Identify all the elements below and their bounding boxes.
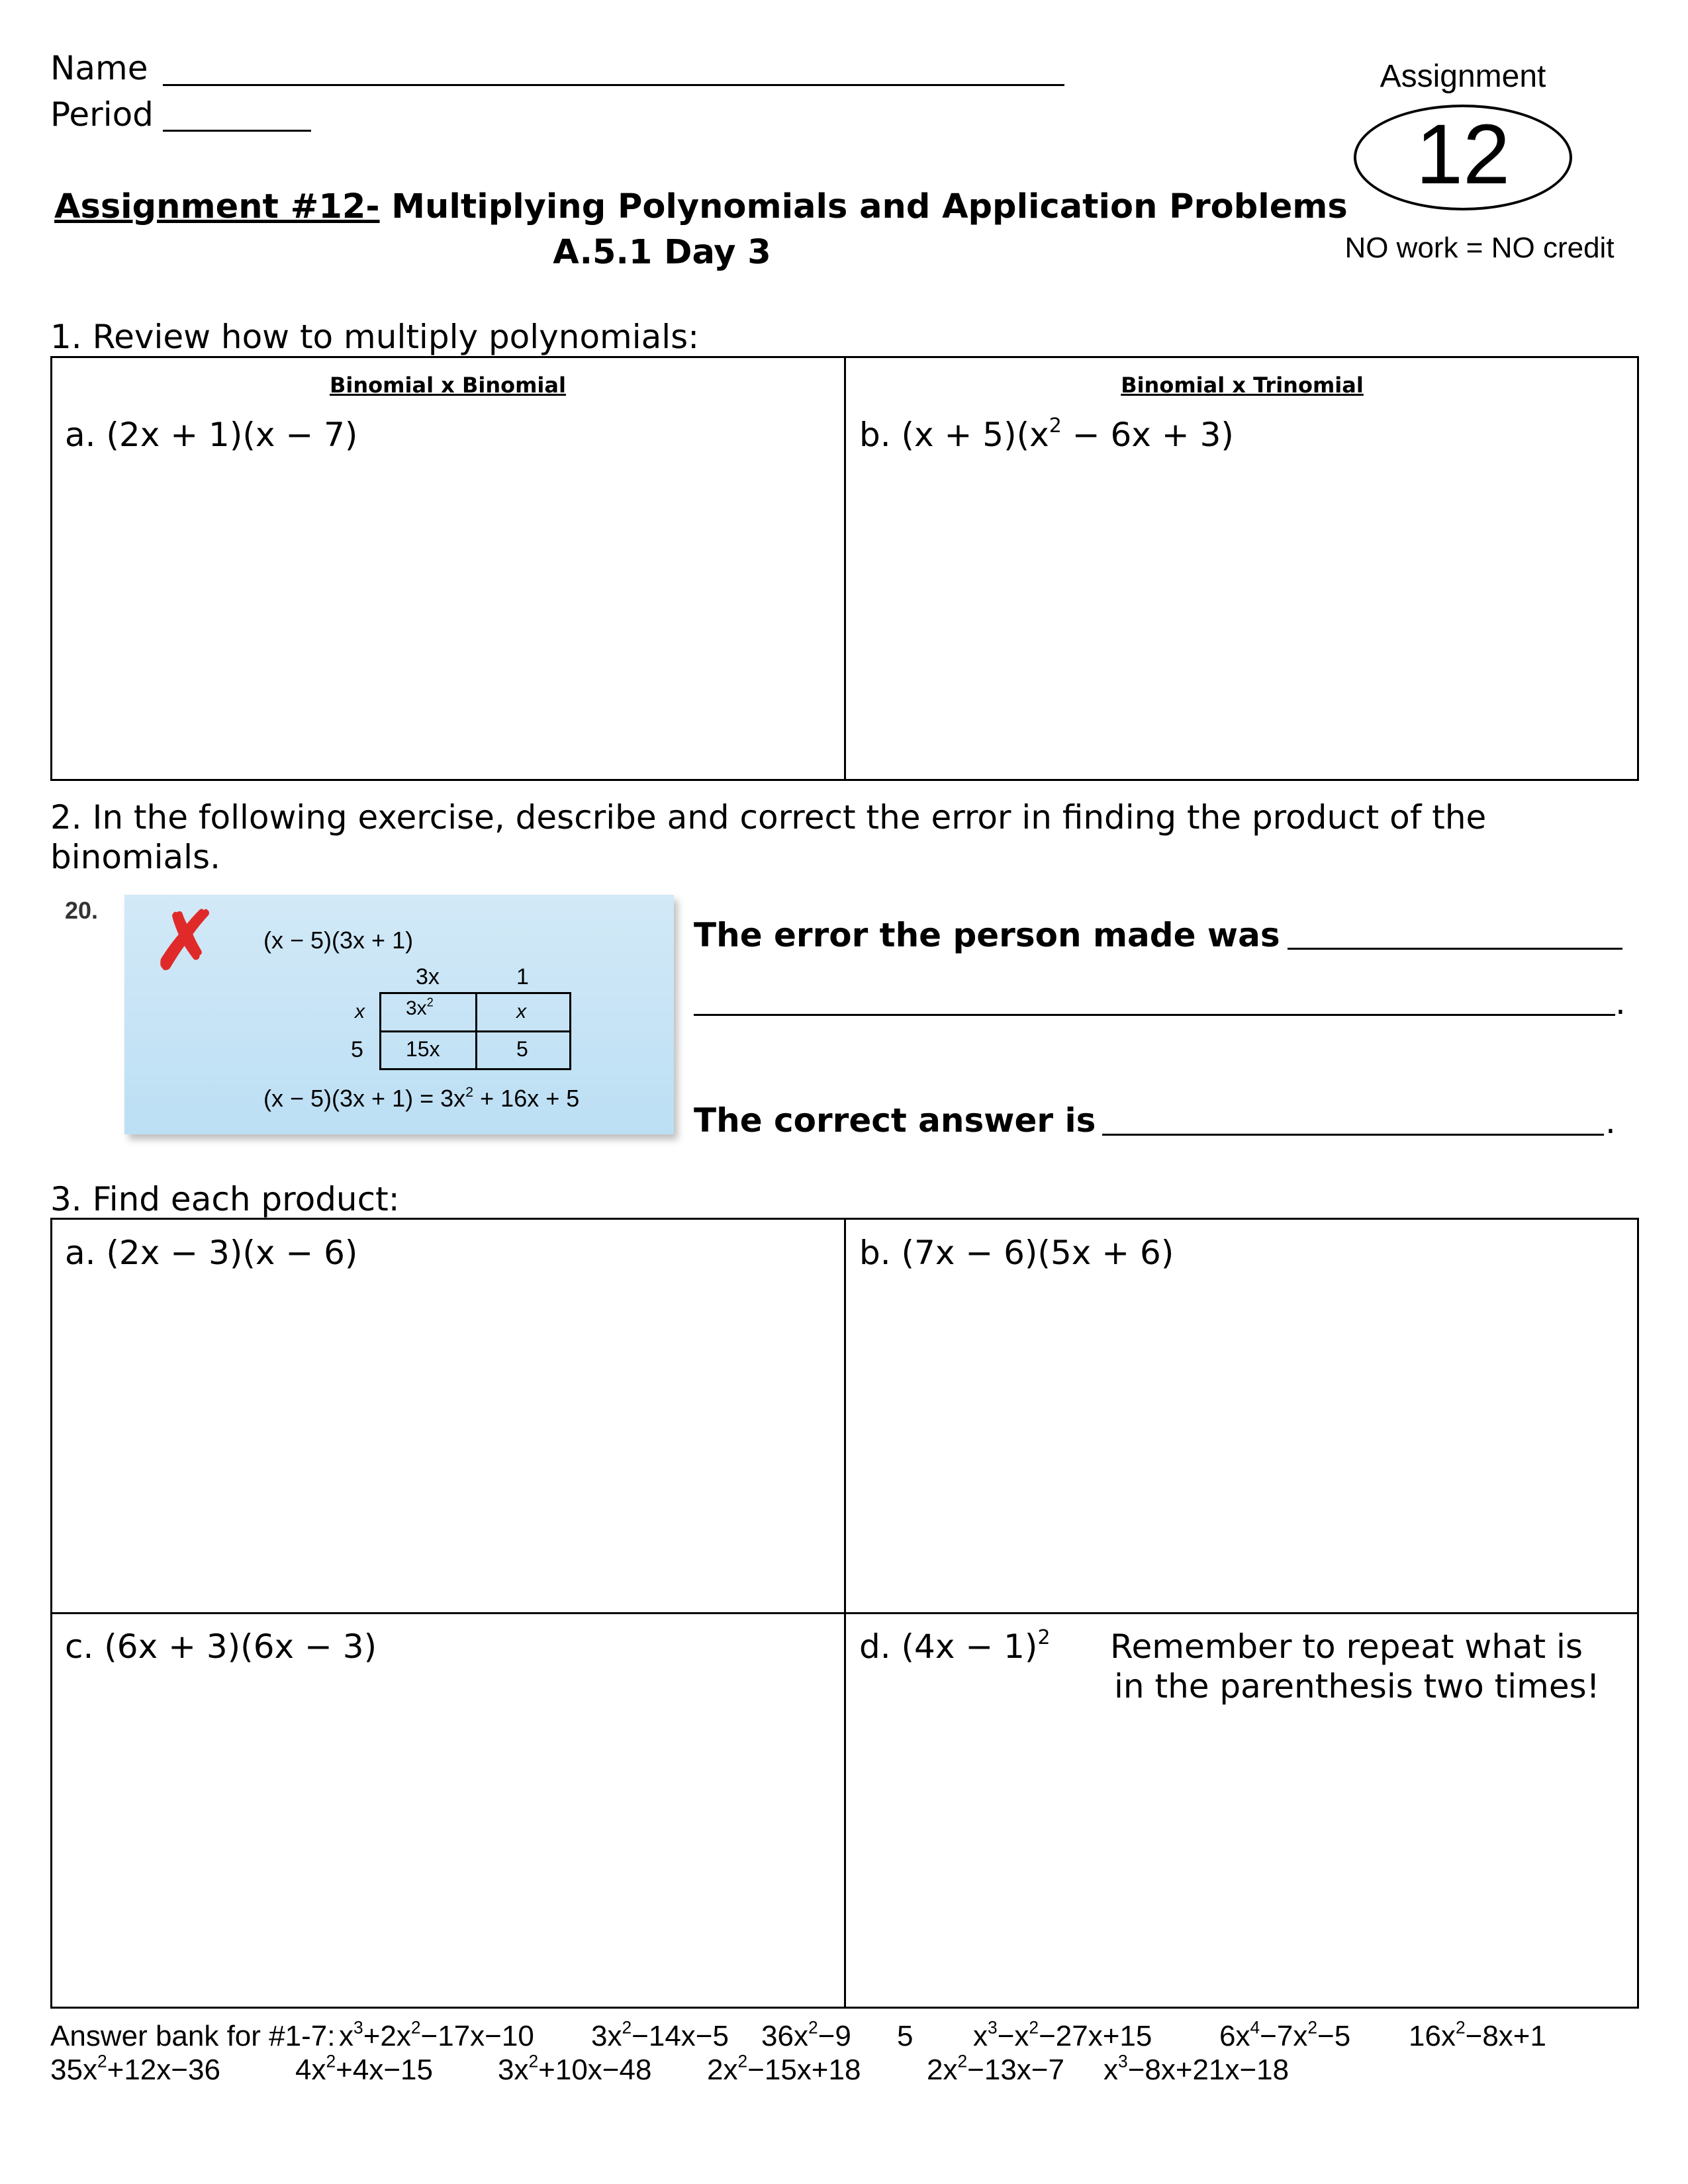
answer-bank-item: $16x^2-8x+1$ <box>1409 2017 1546 2052</box>
q3d-hint-line2: in the parenthesis two times! <box>1114 1667 1600 1706</box>
q3a-problem: a. (2x − 3)(x − 6) <box>65 1234 358 1272</box>
q1a-work-area[interactable] <box>53 463 842 778</box>
correct-answer-label: The correct answer is <box>694 1101 1096 1140</box>
badge-warning: NO work = NO credit <box>1344 232 1615 264</box>
q1-divider <box>844 356 846 781</box>
answer-bank-item: $x^3-x^2-27x+15$ <box>973 2017 1152 2052</box>
q1b-work-area[interactable] <box>847 463 1636 778</box>
period-label: Period <box>50 95 154 134</box>
correct-period: . <box>1605 1103 1616 1141</box>
answer-bank-item: $2x^2-13x-7$ <box>927 2051 1064 2086</box>
error-example-image <box>124 895 674 1134</box>
q3-divider-h <box>50 1612 1639 1614</box>
q1a-problem: a. (2x + 1)(x − 7) <box>65 416 358 454</box>
name-field[interactable] <box>163 84 1064 86</box>
q3d-work-area[interactable] <box>847 1721 1636 2005</box>
q1b-problem: b. $(x + 5)(x^2 - 6x + 3)$ <box>859 414 1234 454</box>
q3d-problem: d. $(4x - 1)^2$ <box>859 1626 1051 1666</box>
title-assignment-number: Assignment #12- <box>54 187 380 226</box>
exercise-number: 20. <box>65 897 99 924</box>
q3d-hint-line1: Remember to repeat what is <box>1110 1627 1583 1666</box>
q2-prompt-line1: 2. In the following exercise, describe and correct the error in finding the product of the <box>50 798 1487 837</box>
box-col-header-1: 3x <box>416 964 440 989</box>
box-cell-15x: 15x <box>406 1037 440 1061</box>
answer-bank-item: $3x^2-14x-5$ <box>591 2017 729 2052</box>
q1-prompt: 1. Review how to multiply polynomials: <box>50 318 700 356</box>
answer-bank-item: $3x^2+10x-48$ <box>498 2051 652 2086</box>
badge-number: 12 <box>1415 107 1511 202</box>
box-row-header-2: 5 <box>351 1037 363 1062</box>
answer-bank-item: $35x^2+12x-36$ <box>50 2051 220 2086</box>
box-cell-x: x <box>516 1001 526 1023</box>
error-answer-field[interactable] <box>1288 948 1622 950</box>
box-cell-3x2: $3x^2$ <box>406 995 434 1019</box>
q1-right-header: Binomial x Trinomial <box>1121 373 1364 398</box>
box-cell-5: 5 <box>516 1037 528 1061</box>
incorrect-mark-icon: ✗ <box>152 897 219 985</box>
incorrect-result: $(x - 5)(3x + 1) = 3x^2 + 16x + 5$ <box>263 1083 580 1112</box>
answer-bank-item: 5 <box>897 2020 914 2052</box>
error-period: . <box>1615 983 1626 1022</box>
q2-prompt-line2: binomials. <box>50 838 220 876</box>
q3b-problem: b. (7x − 6)(5x + 6) <box>859 1234 1174 1272</box>
q1-left-header: Binomial x Binomial <box>330 373 566 398</box>
page-title <box>54 187 1348 226</box>
title-topic: Multiplying Polynomials and Application Problems <box>391 187 1348 226</box>
area-model-divider-h <box>379 1030 571 1032</box>
error-answer-field-line2[interactable] <box>694 1014 1615 1016</box>
answer-bank-item: $2x^2-15x+18$ <box>707 2051 861 2086</box>
answer-bank-item: $x^3+2x^2-17x-10$ <box>339 2017 534 2052</box>
answer-bank-label: Answer bank for #1-7: <box>50 2020 336 2052</box>
example-expression: (x − 5)(3x + 1) <box>263 927 414 954</box>
box-row-header-1: x <box>355 1001 365 1023</box>
badge-label: Assignment <box>1380 59 1546 94</box>
answer-bank-item: $4x^2+4x-15$ <box>295 2051 433 2086</box>
correct-answer-field[interactable] <box>1102 1134 1604 1136</box>
period-field[interactable] <box>163 130 311 132</box>
page-subtitle: A.5.1 Day 3 <box>553 233 771 272</box>
q3c-problem: c. (6x + 3)(6x − 3) <box>65 1627 377 1666</box>
answer-bank-item: $6x^4-7x^2-5$ <box>1219 2017 1351 2052</box>
name-label: Name <box>50 49 148 87</box>
answer-bank-item: $x^3-8x+21x-18$ <box>1103 2051 1289 2086</box>
q3-prompt: 3. Find each product: <box>50 1180 400 1218</box>
box-col-header-2: 1 <box>516 964 529 989</box>
q3b-work-area[interactable] <box>847 1277 1636 1608</box>
q3a-work-area[interactable] <box>53 1277 842 1608</box>
q3c-work-area[interactable] <box>53 1721 842 2005</box>
error-label: The error the person made was <box>694 916 1280 954</box>
answer-bank-item: $36x^2-9$ <box>761 2017 851 2052</box>
